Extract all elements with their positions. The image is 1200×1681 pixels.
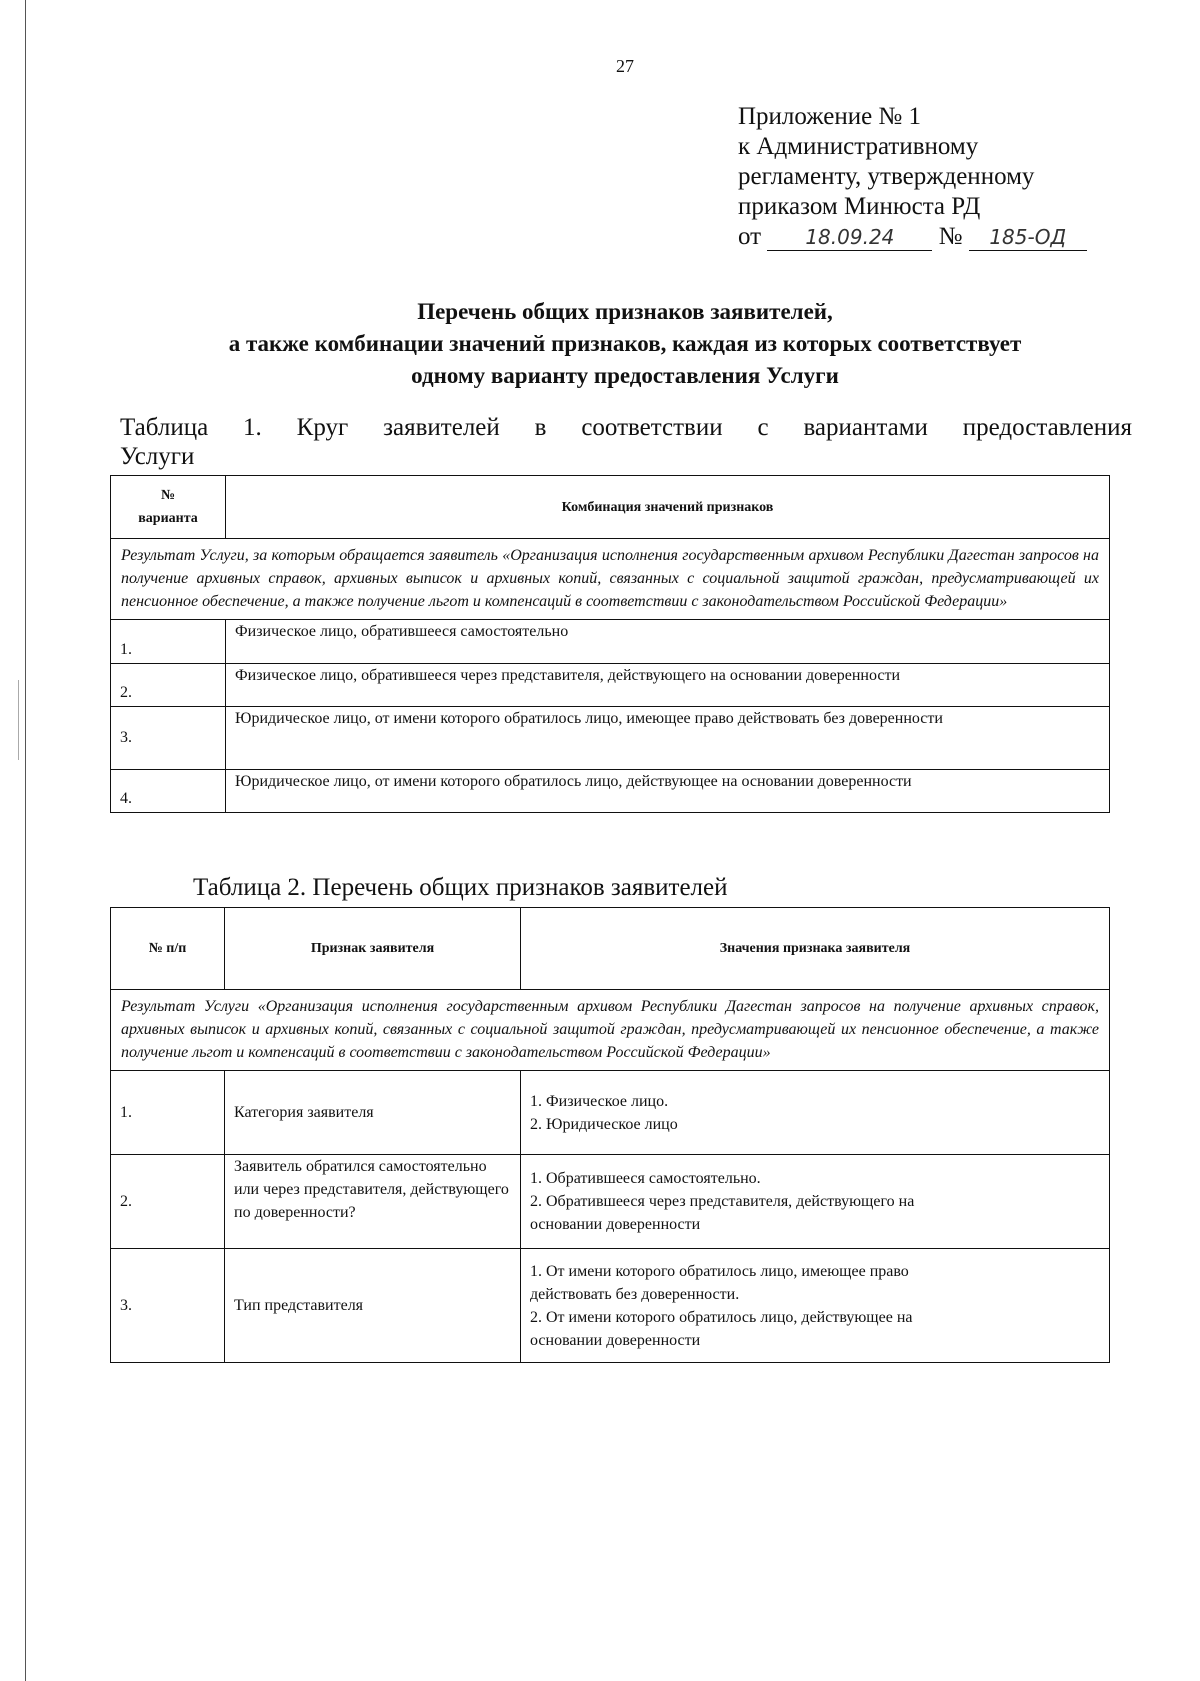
table-row	[111, 707, 1110, 770]
row-values	[521, 1071, 1110, 1155]
table2-header-row	[111, 908, 1110, 990]
header-variant-label: варианта	[138, 511, 198, 526]
table1-header-variant	[111, 476, 226, 539]
title-line-2: а также комбинации значений признаков, каждая из которых соответствует	[228, 331, 1022, 356]
title-line-3: одному варианту предоставления Услуги	[411, 363, 839, 388]
row-text: Юридическое лицо, от имени которого обратилось лицо, имеющее право действовать без доверенности	[226, 707, 1110, 770]
table-row	[111, 1155, 1110, 1249]
row-text: Физическое лицо, обратившееся через представителя, действующего на основании доверенности	[226, 664, 1110, 707]
appendix-line-1: Приложение № 1	[738, 103, 922, 130]
table1-header-row	[111, 476, 1110, 539]
row-number: 1.	[111, 620, 226, 664]
table-row	[111, 770, 1110, 813]
value-line: основании доверенности	[530, 1331, 701, 1349]
document-title	[100, 296, 1150, 392]
table2-result-text: Результат Услуги «Организация исполнения государственным архивом Республики Дагестан запросов на получение архивных справок, архивных выписок и архивных копий, связанных с социальной защитой граждан, предусматривающей их пенсионное обеспечение, а также получение льгот и компенсаций в соответствии с законодательством Российской Федерации»	[111, 990, 1110, 1071]
table2-result-row	[111, 990, 1110, 1071]
table-1	[110, 475, 1110, 813]
table-row	[111, 1071, 1110, 1155]
value-line: 1. Обратившееся самостоятельно.	[530, 1170, 761, 1187]
row-values	[521, 1155, 1110, 1249]
scan-margin-line	[25, 0, 26, 1681]
appendix-line-2: к Административному	[738, 133, 979, 160]
header-num-symbol: №	[160, 488, 176, 503]
table2-header-num: № п/п	[111, 908, 225, 990]
row-attribute: Заявитель обратился самостоятельно или через представителя, действующего по доверенности?	[225, 1155, 521, 1249]
value-line: 1. От имени которого обратилось лицо, имеющее право	[530, 1262, 909, 1280]
row-attribute: Тип представителя	[225, 1249, 521, 1363]
table1-header-combination: Комбинация значений признаков	[226, 476, 1110, 539]
title-line-1: Перечень общих признаков заявителей,	[417, 299, 833, 324]
row-number: 2.	[111, 1155, 225, 1249]
table-row	[111, 1249, 1110, 1363]
table-row	[111, 664, 1110, 707]
row-text: Физическое лицо, обратившееся самостоятельно	[226, 620, 1110, 664]
appendix-line-3: регламенту, утвержденному	[738, 163, 1035, 190]
table-row	[111, 620, 1110, 664]
number-label: №	[938, 223, 963, 250]
table1-result-text: Результат Услуги, за которым обращается заявитель «Организация исполнения государственным архивом Республики Дагестан запросов на получение архивных справок, архивных выписок и архивных копий, связанных с социальной защитой граждан, предусматривающей их пенсионное обеспечение, а также получение льгот и компенсаций в соответствии с законодательством Российской Федерации»	[111, 539, 1110, 620]
table1-caption-continued: Услуги	[120, 443, 195, 470]
scan-margin-mark	[18, 680, 19, 760]
row-number: 4.	[111, 770, 226, 813]
table2-header-attribute: Признак заявителя	[225, 908, 521, 990]
value-line: 2. Юридическое лицо	[530, 1115, 678, 1133]
value-line: действовать без доверенности.	[530, 1285, 740, 1303]
appendix-date-line	[738, 222, 1087, 252]
table2-header-values: Значения признака заявителя	[521, 908, 1110, 990]
value-line: основании доверенности	[530, 1216, 701, 1233]
handwritten-date: 18.09.24	[767, 224, 932, 251]
appendix-block	[738, 102, 1087, 252]
row-number: 3.	[111, 707, 226, 770]
table-2	[110, 907, 1110, 1363]
row-number: 1.	[111, 1071, 225, 1155]
handwritten-number: 185-ОД	[969, 224, 1087, 251]
page-number: 27	[616, 56, 634, 76]
table2-caption: Таблица 2. Перечень общих признаков заявителей	[193, 874, 728, 901]
value-line: 1. Физическое лицо.	[530, 1092, 669, 1110]
table1-result-row	[111, 539, 1110, 620]
row-number: 2.	[111, 664, 226, 707]
from-label: от	[738, 223, 762, 250]
row-text: Юридическое лицо, от имени которого обратилось лицо, действующее на основании доверенности	[226, 770, 1110, 813]
table1-caption: Таблица 1. Круг заявителей в соответствии с вариантами предоставления	[120, 414, 1132, 441]
appendix-line-4: приказом Минюста РД	[738, 193, 981, 220]
row-attribute: Категория заявителя	[225, 1071, 521, 1155]
value-line: 2. Обратившееся через представителя, действующего на	[530, 1193, 915, 1210]
row-values	[521, 1249, 1110, 1363]
value-line: 2. От имени которого обратилось лицо, действующее на	[530, 1308, 913, 1326]
row-number: 3.	[111, 1249, 225, 1363]
